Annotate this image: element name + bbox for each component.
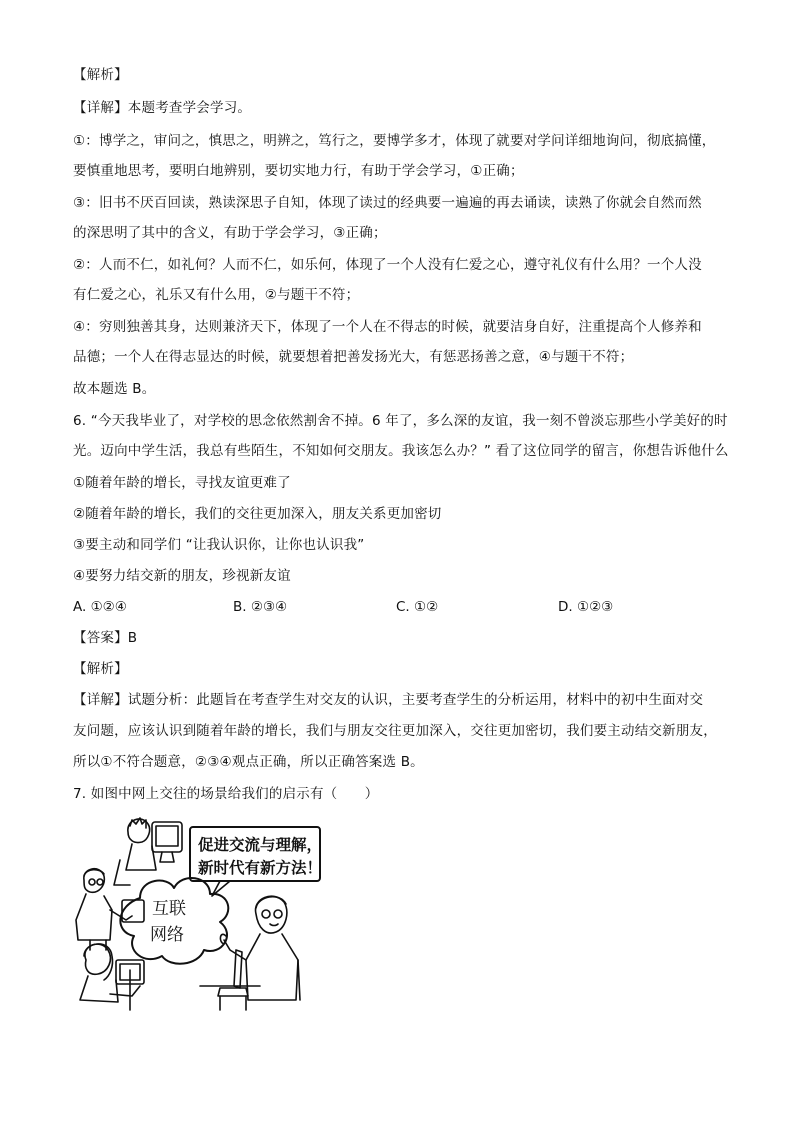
question-6-item: ③要主动和同学们 “让我认识你，让你也认识我”	[73, 537, 365, 553]
question-6-item: ①随着年龄的增长，寻找友谊更难了	[73, 475, 291, 491]
paragraph-line: ④：穷则独善其身，达则兼济天下，体现了一个人在不得志的时候，就要洁身自好，注重提高个人修养和	[73, 319, 702, 335]
paragraph-line: 品德；一个人在得志显达的时候，就要想着把善发扬光大，有惩恶扬善之意，④与题干不符；	[73, 349, 634, 365]
speech-text-line2: 新时代有新方法！	[198, 858, 323, 877]
person-top-left	[114, 818, 182, 885]
person-right	[218, 896, 300, 1010]
question-6-item: ②随着年龄的增长，我们的交往更加深入，朋友关系更加密切	[73, 506, 442, 522]
person-bottom-left	[80, 944, 144, 1002]
cloud-text-line1: 互联	[152, 899, 186, 919]
conclusion-line: 故本题选 B。	[73, 381, 156, 397]
internet-communication-illustration	[70, 810, 330, 1015]
paragraph-line: 的深思明了其中的含义，有助于学会学习，③正确；	[73, 225, 387, 241]
speech-text-line1: 促进交流与理解，	[198, 835, 323, 854]
option-c: C. ①②	[396, 599, 439, 615]
option-a: A. ①②④	[73, 599, 127, 615]
answer-tag: 【答案】B	[73, 630, 138, 646]
paragraph-line: ①：博学之，审问之，慎思之，明辨之，笃行之，要博学多才，体现了就要对学问详细地询问，彻底搞懂，	[73, 133, 716, 149]
detail-line: 【详解】本题考查学会学习。	[73, 100, 252, 116]
analysis-tag: 【解析】	[73, 661, 128, 677]
paragraph-line: 有仁爱之心，礼乐又有什么用，②与题干不符；	[73, 287, 360, 303]
paragraph-line: ②：人而不仁，如礼何？人而不仁，如乐何，体现了一个人没有仁爱之心，遵守礼仪有什么用？一个人没	[73, 257, 702, 273]
detail-line: 所以①不符合题意，②③④观点正确，所以正确答案选 B。	[73, 754, 424, 770]
option-d: D. ①②③	[558, 599, 614, 615]
question-7-stem: 7. 如图中网上交往的场景给我们的启示有（ ）	[73, 786, 379, 802]
detail-line: 友问题，应该认识到随着年龄的增长，我们与朋友交往更加深入，交往更加密切，我们要主动结交新朋友，	[73, 723, 717, 739]
question-6-item: ④要努力结交新的朋友，珍视新友谊	[73, 568, 291, 584]
analysis-tag: 【解析】	[73, 67, 128, 83]
cloud-text-line2: 网络	[150, 925, 184, 945]
paragraph-line: ③：旧书不厌百回读，熟读深思子自知，体现了读过的经典要一遍遍的再去诵读，读熟了你就会自然而然	[73, 195, 702, 211]
question-6-stem: 光。迈向中学生活，我总有些陌生，不知如何交朋友。我该怎么办？” 看了这位同学的留言，你想告诉他什么	[73, 443, 729, 459]
question-6-stem: 6. “今天我毕业了，对学校的思念依然割舍不掉。6 年了，多么深的友谊，我一刻不曾淡忘那些小学美好的时	[73, 413, 728, 429]
option-b: B. ②③④	[233, 599, 288, 615]
detail-line: 【详解】试题分析：此题旨在考查学生对交友的认识，主要考查学生的分析运用，材料中的初中生面对交	[73, 692, 704, 708]
paragraph-line: 要慎重地思考，要明白地辨别，要切实地力行，有助于学会学习，①正确；	[73, 163, 524, 179]
internet-cloud	[120, 878, 228, 964]
